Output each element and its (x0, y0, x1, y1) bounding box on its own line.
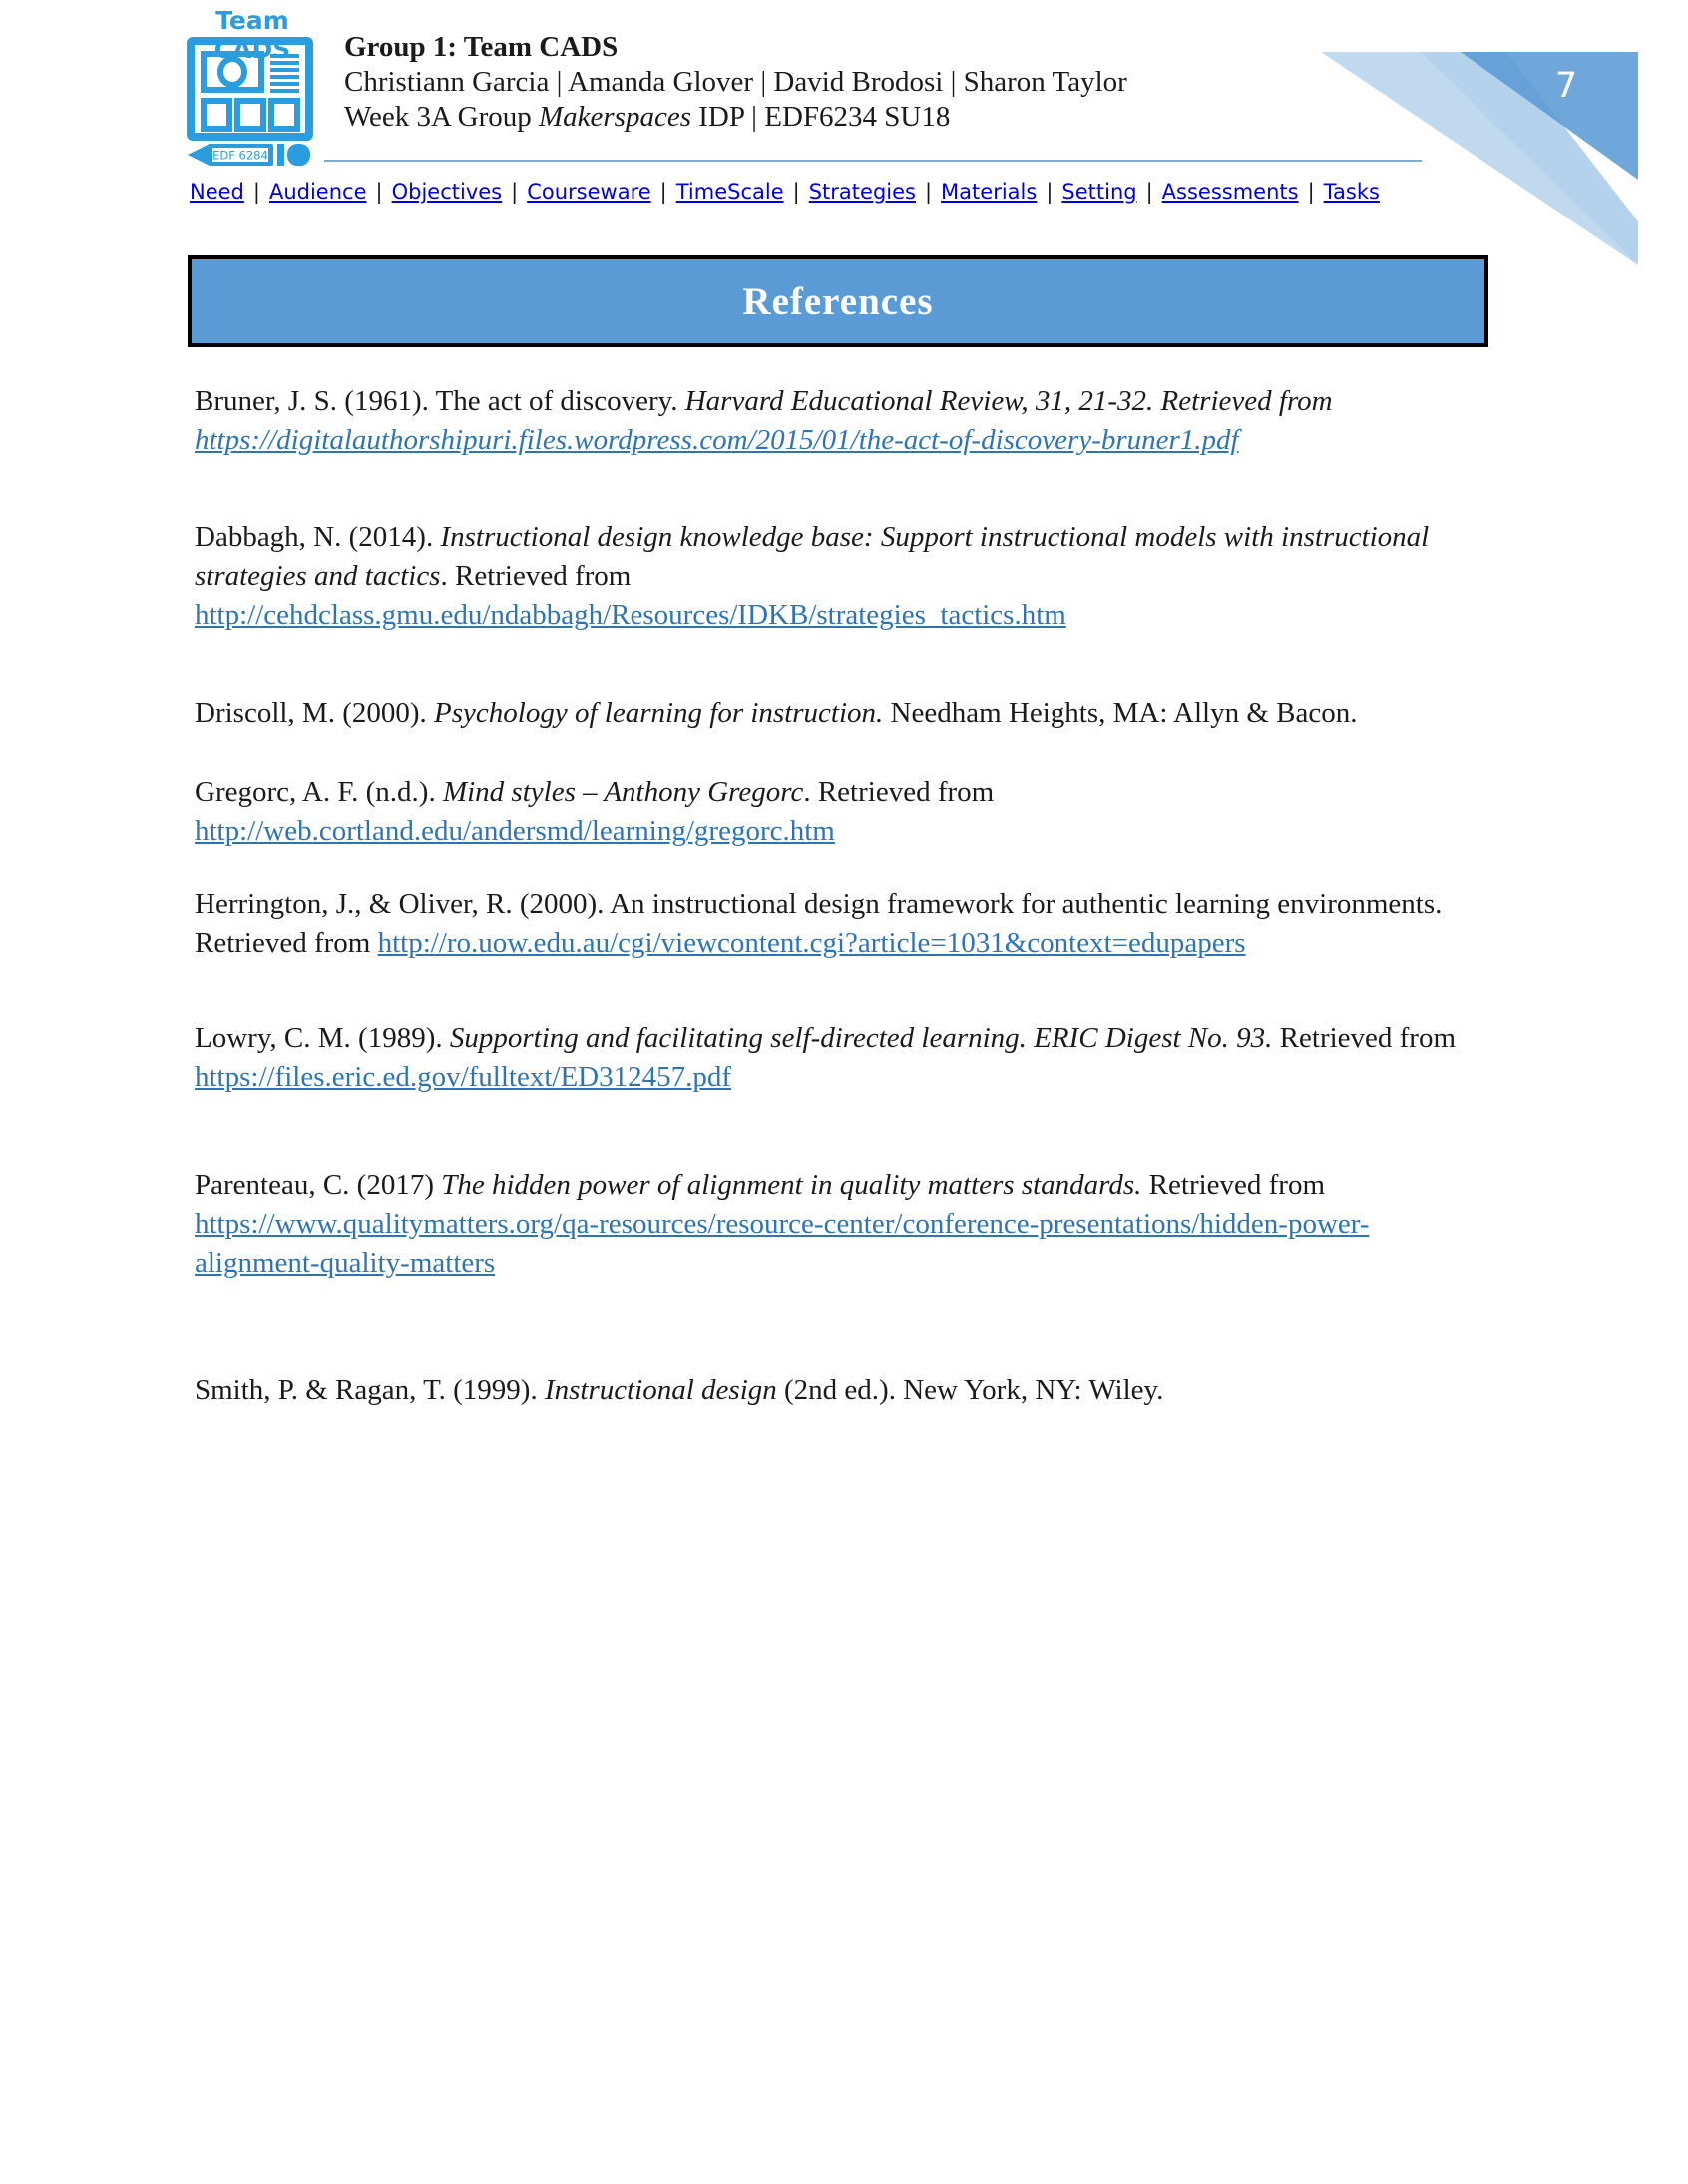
nav-link-timescale[interactable]: TimeScale (675, 180, 784, 204)
nav-separator: | (1145, 180, 1153, 204)
header-authors: Christiann Garcia | Amanda Glover | David Brodosi | Sharon Taylor (344, 66, 1127, 98)
nav-separator: | (252, 180, 260, 204)
reference-text: The hidden power of alignment in quality matters standards. (441, 1169, 1142, 1201)
references-list (195, 382, 1491, 1410)
edf-pencil-badge (188, 144, 310, 166)
header-title: Group 1: Team CADS (344, 31, 619, 63)
header-course-line: Week 3A Group Makerspaces IDP | EDF6234 SU18 (344, 101, 951, 133)
reference-item (195, 885, 1491, 963)
nav-separator: | (1046, 180, 1054, 204)
reference-text: Lowry, C. M. (1989). (195, 1022, 450, 1054)
reference-text: Psychology of learning for instruction. (434, 697, 884, 729)
anchor-nav (190, 180, 1536, 204)
reference-text: Smith, P. & Ragan, T. (1999). (195, 1374, 545, 1406)
nav-separator: | (792, 180, 800, 204)
course-name-italic: Makerspaces (539, 101, 692, 133)
nav-link-objectives[interactable]: Objectives (391, 180, 503, 204)
reference-text: . Retrieved from (803, 776, 995, 808)
reference-item (195, 382, 1491, 460)
reference-item (195, 1019, 1491, 1096)
reference-text: Gregorc, A. F. (n.d.). (195, 776, 443, 808)
reference-text: Harvard Educational Review, 31, 21-32. Retrieved from (684, 385, 1333, 417)
logo-badge-text: EDF 6284 (212, 148, 268, 163)
section-title: References (742, 279, 934, 323)
reference-link[interactable]: https://www.qualitymatters.org/qa-resources/resource-center/conference-presentations/hidden-power-alignment-quality-matters (195, 1208, 1370, 1279)
nav-link-need[interactable]: Need (190, 180, 244, 204)
reference-item (195, 773, 1491, 851)
nav-separator: | (511, 180, 519, 204)
reference-link[interactable]: https://digitalauthorshipuri.files.wordpress.com/2015/01/the-act-of-discovery-bruner1.pdf (195, 424, 1239, 456)
team-cads-newspaper-icon (186, 36, 315, 168)
reference-link[interactable]: http://cehdclass.gmu.edu/ndabbagh/Resources/IDKB/strategies_tactics.htm (195, 599, 1066, 631)
nav-separator: | (924, 180, 933, 204)
reference-item (195, 1166, 1491, 1283)
reference-link[interactable]: https://files.eric.ed.gov/fulltext/ED312457.pdf (195, 1061, 732, 1092)
reference-text: Instructional design knowledge base: Support instructional models with instructional strategies and tactics (195, 521, 1430, 592)
reference-text: Supporting and facilitating self-directed learning. ERIC Digest No. 93. (449, 1022, 1273, 1054)
header-block (344, 30, 1442, 135)
reference-item (195, 1371, 1491, 1410)
nav-link-materials[interactable]: Materials (941, 180, 1038, 204)
nav-link-tasks[interactable]: Tasks (1323, 180, 1380, 204)
reference-item (195, 694, 1491, 733)
reference-text: Needham Heights, MA: Allyn & Bacon. (883, 697, 1358, 729)
reference-item (195, 518, 1491, 635)
reference-text: Mind styles – Anthony Gregorc (442, 776, 804, 808)
nav-separator: | (659, 180, 667, 204)
reference-text: Bruner, J. S. (1961). The act of discovery. (195, 385, 685, 417)
nav-separator: | (375, 180, 383, 204)
nav-link-courseware[interactable]: Courseware (527, 180, 651, 204)
reference-link[interactable]: http://ro.uow.edu.au/cgi/viewcontent.cgi?article=1031&context=edupapers (377, 927, 1246, 959)
reference-text: Herrington, J., & Oliver, R. (2000). An instructional design framework for authentic learning environments. Retrieved from (195, 888, 1443, 959)
reference-text: Parenteau, C. (2017) (195, 1169, 442, 1201)
logo-title: Team CADS (213, 6, 291, 64)
reference-text: Driscoll, M. (2000). (195, 697, 435, 729)
reference-text: Retrieved from (1141, 1169, 1326, 1201)
nav-link-assessments[interactable]: Assessments (1161, 180, 1299, 204)
reference-text: Dabbagh, N. (2014). (195, 521, 441, 553)
nav-link-strategies[interactable]: Strategies (808, 180, 916, 204)
nav-separator: | (1307, 180, 1315, 204)
reference-text: Instructional design (544, 1374, 777, 1406)
reference-text: Retrieved from (1272, 1022, 1457, 1054)
reference-text: . Retrieved from (440, 560, 632, 592)
page-number: 7 (1554, 66, 1578, 106)
reference-link[interactable]: http://web.cortland.edu/andersmd/learning/gregorc.htm (195, 815, 835, 847)
nav-link-audience[interactable]: Audience (268, 180, 367, 204)
reference-text: (2nd ed.). New York, NY: Wiley. (776, 1374, 1164, 1406)
nav-link-setting[interactable]: Setting (1061, 180, 1137, 204)
header-divider (324, 160, 1422, 162)
references-banner (188, 255, 1488, 347)
